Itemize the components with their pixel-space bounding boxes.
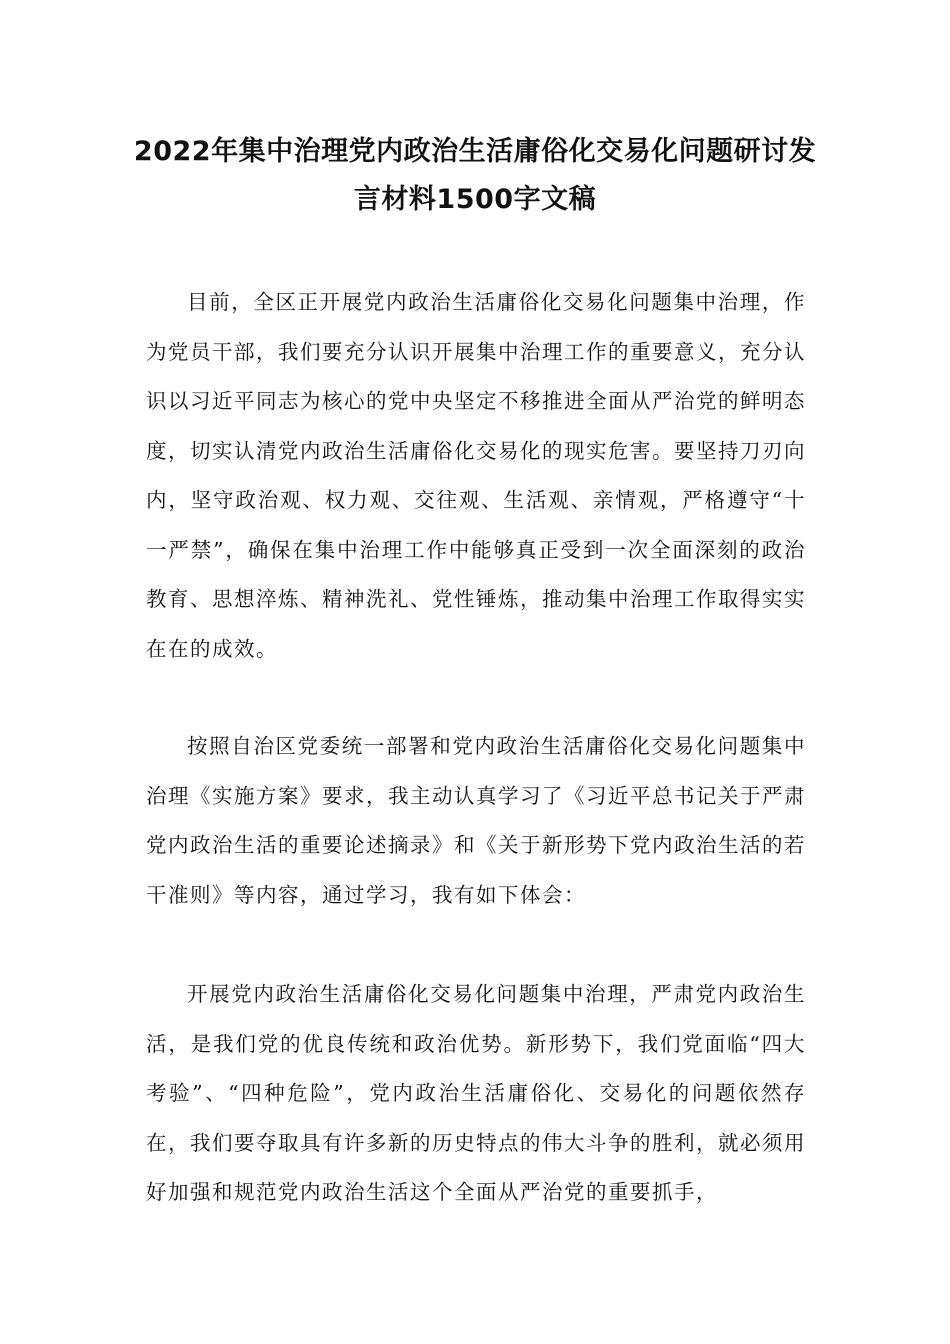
document-title: 2022年集中治理党内政治生活庸俗化交易化问题研讨发言材料1500字文稿 xyxy=(133,136,817,215)
paragraph-intro: 目前，全区正开展党内政治生活庸俗化交易化问题集中治理，作为党员干部，我们要充分认识开展集中治理工作的重要意义，充分认识以习近平同志为核心的党中央坚定不移推进全面从严治党的鲜明态度，切实认清党内政治生活庸俗化交易化的现实危害。要坚持刀刃向内，坚守政治观、权力观、交往观、生活观、亲情观，严格遵守“十一严禁”，确保在集中治理工作中能够真正受到一次全面深刻的政治教育、思想淬炼、精神洗礼、党性锤炼，推动集中治理工作取得实实在在的成效。 xyxy=(146,290,806,661)
paragraph-reflection: 开展党内政治生活庸俗化交易化问题集中治理，严肃党内政治生活，是我们党的优良传统和政治优势。新形势下，我们党面临“四大考验”、“四种危险”，党内政治生活庸俗化、交易化的问题依然存在，我们要夺取具有许多新的历史特点的伟大斗争的胜利，就必须用好加强和规范党内政治生活这个全面从严治党的重要抓手， xyxy=(146,982,806,1204)
paragraph-study: 按照自治区党委统一部署和党内政治生活庸俗化交易化问题集中治理《实施方案》要求，我主动认真学习了《习近平总书记关于严肃党内政治生活的重要论述摘录》和《关于新形势下党内政治生活的若干准则》等内容，通过学习，我有如下体会： xyxy=(146,734,806,907)
